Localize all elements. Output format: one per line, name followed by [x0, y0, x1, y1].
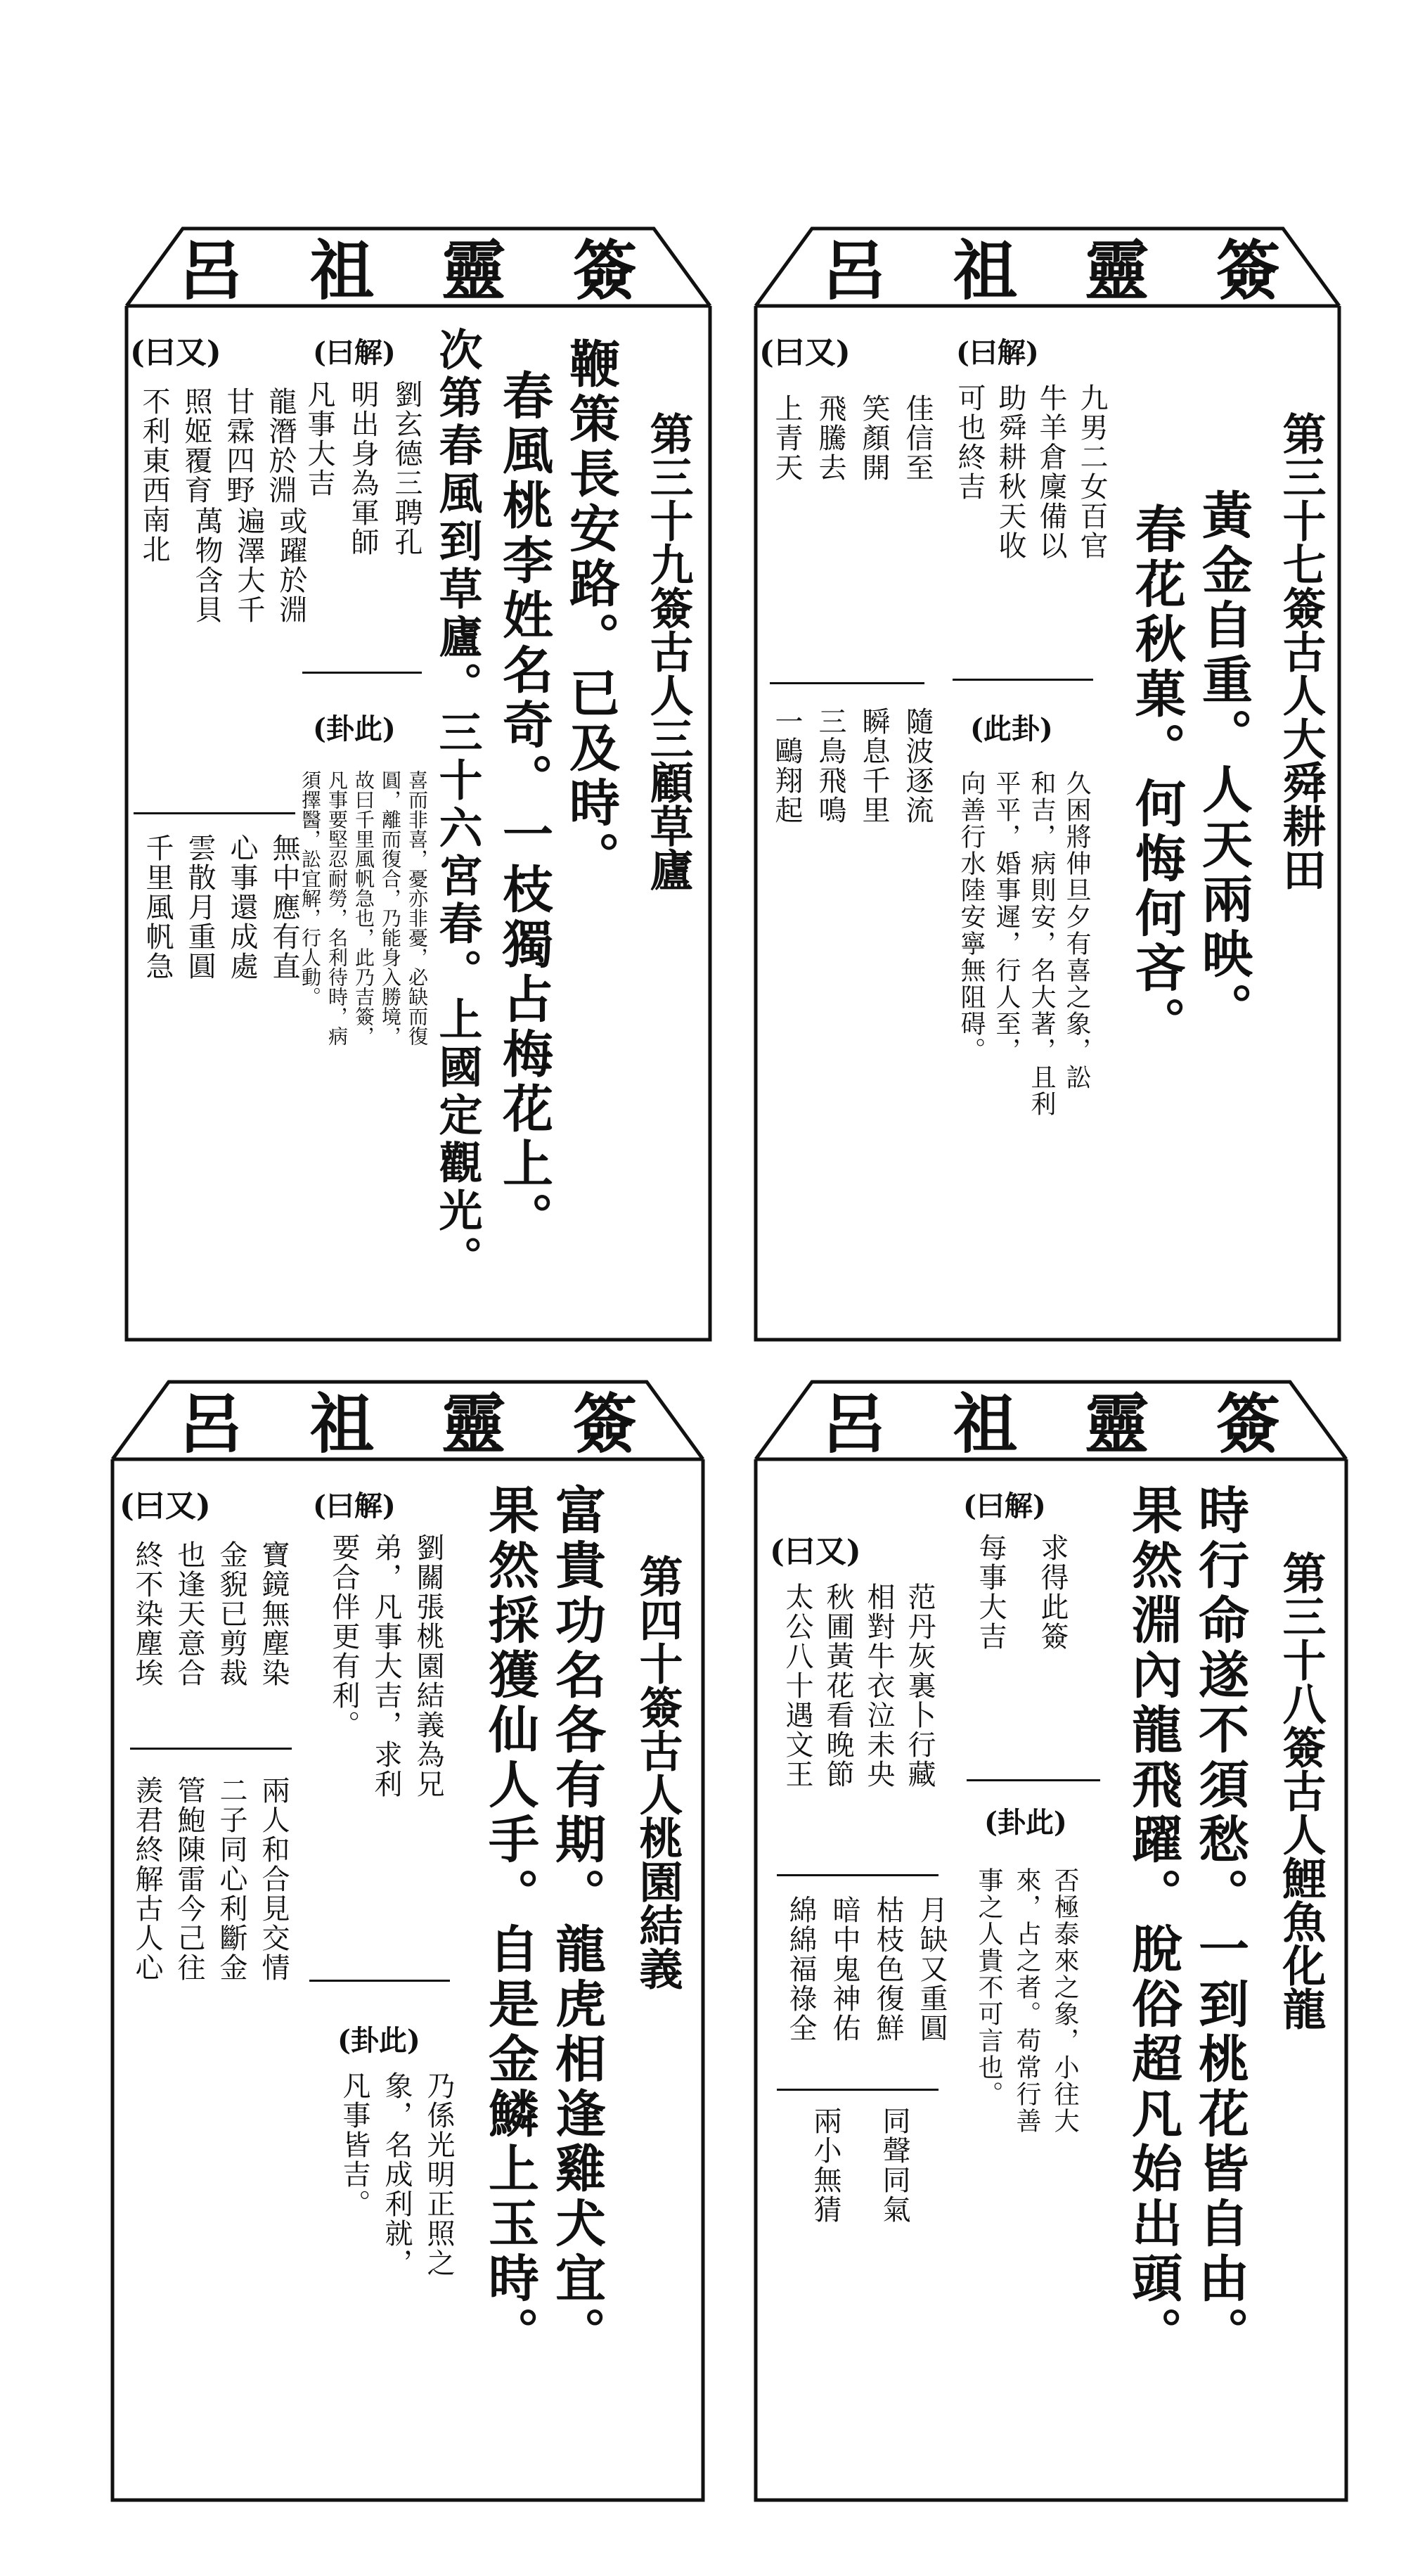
card-40	[98, 1368, 717, 2507]
poem-line-1: 時行命遂不須愁。一到桃花皆自由。	[1190, 1484, 1250, 2362]
jie-text: 求得此簽 每事大吉	[974, 1533, 1069, 1651]
jie-label: (曰解)	[956, 336, 1039, 369]
you-poem-1: 佳信至 笑顏開 飛騰去 上青天	[770, 394, 934, 482]
jie-text: 九男二女百官 牛羊倉廩備以 助舜耕秋天收 可也終吉	[953, 383, 1108, 560]
poem-line-1: 鞭策長安路。已及時。	[561, 338, 621, 886]
gua-label: (卦此)	[984, 1806, 1067, 1839]
sign-story: 三顧草廬	[643, 717, 694, 891]
you-poem-2: 兩人和合見交情 二子同心利斷金 管鮑陳雷今己往 羨君終解古人心	[131, 1776, 290, 1982]
divider	[967, 1779, 1100, 1781]
divider	[134, 812, 295, 814]
you-label: (曰又)	[130, 335, 221, 371]
poem-line-2: 春花秋菓。何悔何吝。	[1127, 503, 1187, 1051]
you-label: (曰又)	[759, 335, 851, 371]
poem-line-2: 果然淵內龍飛躍。脫俗超凡始出頭。	[1123, 1484, 1183, 2362]
card-39	[98, 214, 717, 1347]
card-38	[742, 1368, 1360, 2507]
divider	[302, 672, 422, 674]
you-poem-2: 月缺又重圓 枯枝色復鮮 暗中鬼神佑 綿綿福祿全	[785, 1895, 948, 2043]
poem-line-1: 富貴功名各有期。龍虎相逢雞犬宜。	[547, 1484, 607, 2362]
you-label: (曰又)	[120, 1488, 211, 1524]
gua-text: 否極泰來之象，小往大 來，占之者。苟常行善 事之人貴不可言也。	[974, 1867, 1079, 2134]
poem-line-2: 春風桃李姓名奇。一枝獨占梅花上。	[494, 369, 554, 1247]
sign-number: 第四十簽古人	[632, 1554, 683, 1816]
poem-line-3: 次第春風到草廬。三十六宮春。上國定觀光。	[432, 327, 483, 1283]
gua-text: 乃係光明正照之 象，名成利就， 凡事皆吉。	[338, 2071, 455, 2278]
you-poem-2: 隨波逐流 瞬息千里 三鳥飛鳴 一鷗翔起	[770, 707, 934, 825]
sign-number: 第三十八簽古人	[1275, 1551, 1327, 1856]
gua-text: 喜而非喜，憂亦非憂，必缺而復 圓，離而復合，乃能身入勝境， 故曰千里風帆急也，此乃吉簽， 凡事要堅忍耐勞，名利待時，病 須擇醫，訟宜解，行人動。	[299, 770, 429, 1046]
sign-title	[1272, 411, 1329, 891]
divider	[770, 682, 924, 684]
jie-label: (曰解)	[963, 1489, 1046, 1523]
gua-label: (此卦)	[970, 712, 1053, 745]
you-poem-3: 同聲同氣 兩小無猜	[809, 2106, 910, 2224]
card-37	[742, 214, 1360, 1347]
divider	[777, 2089, 939, 2091]
you-label: (曰又)	[770, 1534, 861, 1570]
jie-text: 劉關張桃園結義為兄 弟，凡事大吉，求利 要合伴更有利。	[328, 1533, 444, 1799]
poem-line-2: 果然採獲仙人手。自是金鱗上玉時。	[480, 1484, 540, 2362]
sign-title	[640, 411, 696, 891]
you-poem-2: 或躍於淵 遍澤大千 萬物含貝	[191, 506, 307, 624]
you-poem-1: 范丹灰裏卜行藏 相對牛衣泣未央 秋圃黃花看晚節 太公八十遇文王	[781, 1582, 936, 1789]
divider	[953, 679, 1093, 681]
you-poem-1: 龍潛於淵 甘霖四野 照姬覆育 不利東西南北	[138, 387, 297, 564]
card-header: 呂祖靈簽	[178, 233, 704, 309]
gua-label: (卦此)	[337, 2024, 420, 2057]
divider	[130, 1748, 292, 1750]
sign-number: 第三十九簽古人	[643, 411, 694, 717]
sign-story: 鯉魚化龍	[1275, 1856, 1327, 2030]
card-header: 呂祖靈簽	[178, 1386, 704, 1462]
card-header: 呂祖靈簽	[821, 233, 1348, 309]
sign-title	[1272, 1551, 1329, 2030]
sign-number: 第三十七簽古人	[1275, 411, 1327, 717]
gua-label: (卦此)	[313, 712, 396, 745]
jie-label: (曰解)	[313, 336, 396, 369]
jie-text: 劉玄德三聘孔 明出身為軍師 凡事大吉	[303, 380, 423, 557]
sign-story: 大舜耕田	[1275, 717, 1327, 891]
you-poem-3: 無中應有直 心事還成處 雲散月重圓 千里風帆急	[141, 833, 300, 981]
sign-story: 桃園結義	[632, 1816, 683, 1990]
card-header: 呂祖靈簽	[821, 1386, 1348, 1462]
poem-line-1: 黃金自重。人天兩映。	[1194, 489, 1253, 1037]
jie-label: (曰解)	[313, 1489, 396, 1523]
divider	[777, 1874, 939, 1876]
sign-title	[629, 1554, 685, 1990]
you-poem-1: 寶鏡無塵染 金貎已剪裁 也逢天意合 終不染塵埃	[131, 1540, 290, 1688]
divider	[309, 1980, 450, 1982]
gua-text: 久困將伸旦夕有喜之象，訟 和吉，病則安，名大著，且利 平平，婚事遲，行人至， 向善行水陸安寧無阻碍。	[957, 770, 1091, 1117]
